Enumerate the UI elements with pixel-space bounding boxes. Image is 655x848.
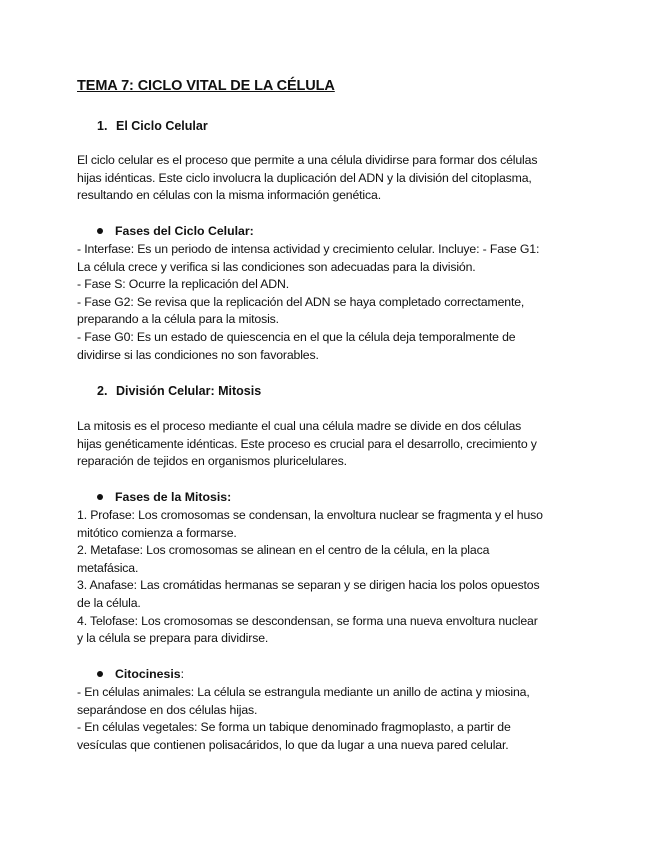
list-line: La célula crece y verifica si las condiciones son adecuadas para la división. [77,259,476,274]
section-2-intro [77,418,582,471]
bullet-label: Fases del Ciclo Celular: [115,224,254,238]
bullet-dot-icon [97,494,103,500]
list-line: - En células vegetales: Se forma un tabique denominado fragmoplasto, a partir de [77,720,511,735]
bullet-colon: : [180,667,185,681]
bullet-label: Citocinesis [115,667,181,681]
section-2-number: 2. [97,384,108,398]
list-line: - Interfase: Es un periodo de intensa actividad y crecimiento celular. Incluye: - Fase G1: [77,242,540,256]
list-line: - Fase G0: Es un estado de quiescencia en el que la célula deja temporalmente de [77,329,516,344]
bullet-citocinesis [97,667,184,681]
bullet-dot-icon [97,228,103,234]
list-line: 2. Metafase: Los cromosomas se alinean en el centro de la célula, en la placa [77,543,490,558]
paragraph-line: resultando en células con la misma información genética. [77,188,381,203]
list-line: vesículas que contienen polisacáridos, lo que da lugar a una nueva pared celular. [77,737,509,752]
document-title: TEMA 7: CICLO VITAL DE LA CÉLULA [77,78,335,94]
paragraph-line: El ciclo celular es el proceso que permite a una célula dividirse para formar dos células [77,153,538,167]
list-line: 4. Telofase: Los cromosomas se descondensan, se forma una nueva envoltura nuclear [77,613,538,628]
list-line: - En células animales: La célula se estrangula mediante un anillo de actina y miosina, [77,685,530,699]
section-2-title: División Celular: Mitosis [116,384,262,398]
list-line: preparando a la célula para la mitosis. [77,312,279,327]
list-line: metafásica. [77,560,139,575]
paragraph-line: hijas genéticamente idénticas. Este proceso es crucial para el desarrollo, crecimiento y [77,436,537,451]
section-1-heading [97,119,208,133]
list-line: 3. Anafase: Las cromátidas hermanas se separan y se dirigen hacia los polos opuestos [77,578,540,593]
bullet-fases-ciclo [97,224,254,238]
list-line: mitótico comienza a formarse. [77,525,237,540]
list-line: 1. Profase: Los cromosomas se condensan, la envoltura nuclear se fragmenta y el huso [77,508,543,522]
list-line: - Fase S: Ocurre la replicación del ADN. [77,277,290,292]
section-1-phase-list [77,241,582,364]
citocinesis-list [77,684,582,754]
list-line: dividirse si las condiciones no son favorables. [77,347,319,362]
list-line: separándose en dos células hijas. [77,702,258,717]
list-line: - Fase G2: Se revisa que la replicación del ADN se haya completado correctamente, [77,294,525,309]
paragraph-line: La mitosis es el proceso mediante el cual una célula madre se divide en dos células [77,419,522,433]
bullet-fases-mitosis [97,490,231,504]
list-line: y la célula se prepara para dividirse. [77,631,269,646]
section-1-title: El Ciclo Celular [116,119,208,133]
section-1-intro [77,152,582,205]
section-1-number: 1. [97,119,108,133]
bullet-dot-icon [97,671,103,677]
section-2-phase-list [77,507,582,648]
paragraph-line: hijas idénticas. Este ciclo involucra la duplicación del ADN y la división del citoplasma, [77,170,532,185]
section-2-heading [97,384,261,398]
bullet-label: Fases de la Mitosis: [115,490,232,504]
paragraph-line: reparación de tejidos en organismos pluricelulares. [77,454,347,469]
list-line: de la célula. [77,595,141,610]
